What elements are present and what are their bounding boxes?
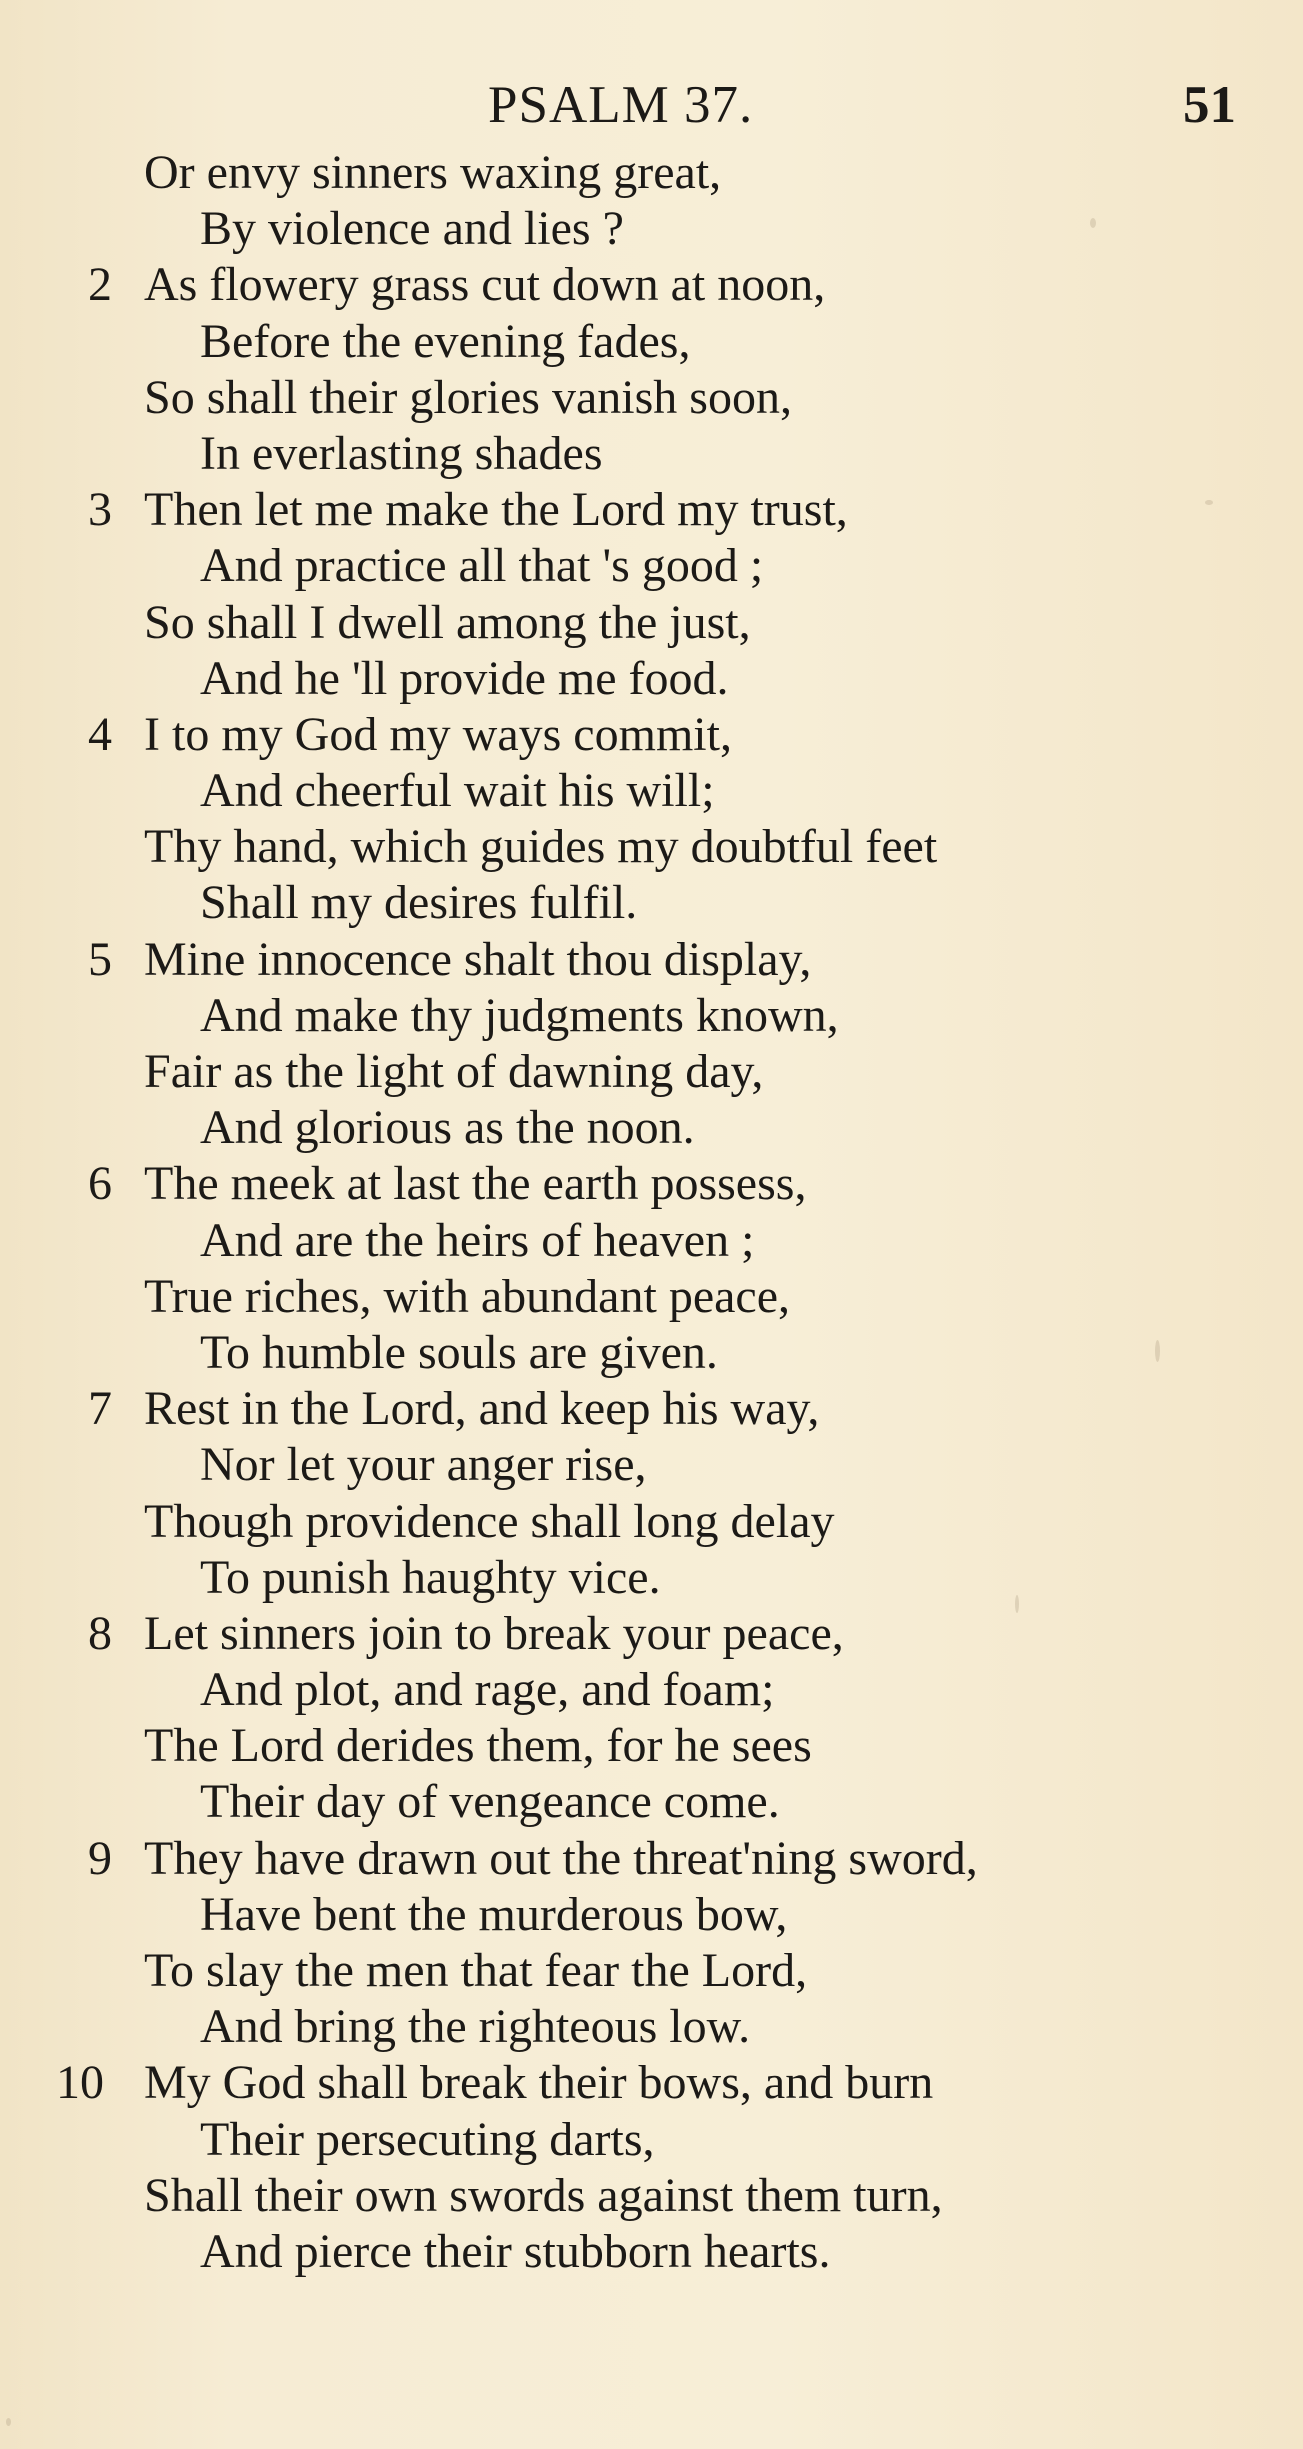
verse-line: [0, 1437, 1303, 1493]
scan-speck: [1205, 500, 1213, 505]
verse-line: [0, 1662, 1303, 1718]
verse-text: To punish haughty vice.: [200, 1550, 661, 1604]
stanza-number: 4: [88, 707, 112, 761]
verse-text: Their persecuting darts,: [200, 2112, 655, 2166]
verse-line: [0, 1100, 1303, 1156]
verse-text: To slay the men that fear the Lord,: [144, 1944, 808, 1997]
verse-line: [0, 2224, 1303, 2280]
verse-line: [0, 1494, 1303, 1550]
stanza-first-line: [0, 1606, 1303, 1662]
verse-text: And glorious as the noon.: [200, 1101, 695, 1155]
verse-text: Nor let your anger rise,: [200, 1438, 647, 1492]
stanza-first-line: [0, 482, 1303, 538]
verse-line: [0, 1943, 1303, 1999]
stanza-number: 8: [88, 1606, 112, 1660]
verse-text: Mine innocence shalt thou display,: [144, 932, 812, 986]
stanza-number: 2: [88, 258, 112, 312]
verse-text: Have bent the murderous bow,: [200, 1887, 788, 1941]
verse-line: [0, 314, 1303, 370]
verse-line: [0, 763, 1303, 819]
stanza-number: 6: [88, 1157, 112, 1211]
psalm-text: [0, 145, 1303, 2280]
verse-text: Shall their own swords against them turn,: [144, 2168, 943, 2222]
verse-text: Or envy sinners waxing great,: [144, 146, 722, 199]
verse-text: Before the evening fades,: [200, 314, 691, 368]
verse-line: [0, 1718, 1303, 1774]
verse-text: Then let me make the Lord my trust,: [144, 483, 848, 537]
verse-line: [0, 1325, 1303, 1381]
verse-line: [0, 875, 1303, 931]
verse-text: And cheerful wait his will;: [200, 764, 715, 818]
verse-line: [0, 426, 1303, 482]
stanza-first-line: [0, 932, 1303, 988]
stanza-first-line: [0, 1381, 1303, 1437]
verse-text: And pierce their stubborn hearts.: [200, 2224, 831, 2278]
verse-text: By violence and lies ?: [200, 202, 624, 256]
verse-text: Though providence shall long delay: [144, 1494, 835, 1548]
verse-text: Their day of vengeance come.: [200, 1775, 780, 1829]
stanza-number: 3: [88, 483, 112, 537]
stanza-first-line: [0, 2055, 1303, 2111]
verse-line: [0, 1213, 1303, 1269]
verse-line: [0, 2168, 1303, 2224]
running-title: PSALM 37.: [488, 76, 754, 134]
stanza-first-line: [0, 1156, 1303, 1212]
verse-text: Let sinners join to break your peace,: [144, 1606, 844, 1660]
scan-speck: [1155, 1340, 1160, 1362]
verse-line: [0, 1999, 1303, 2055]
verse-text: My God shall break their bows, and burn: [144, 2056, 934, 2110]
verse-text: And make thy judgments known,: [200, 988, 839, 1042]
stanza-number: 9: [88, 1831, 112, 1885]
verse-text: And practice all that 's good ;: [200, 539, 764, 593]
verse-line: [0, 1774, 1303, 1830]
verse-line: [0, 819, 1303, 875]
stanza-number: 5: [88, 932, 112, 986]
verse-line: [0, 1044, 1303, 1100]
verse-text: And plot, and rage, and foam;: [200, 1663, 775, 1717]
verse-text: The Lord derides them, for he sees: [144, 1719, 812, 1773]
verse-line: [0, 370, 1303, 426]
verse-text: So shall I dwell among the just,: [144, 595, 751, 649]
verse-text: Rest in the Lord, and keep his way,: [144, 1382, 820, 1436]
verse-text: The meek at last the earth possess,: [144, 1157, 807, 1211]
verse-text: To humble souls are given.: [200, 1325, 718, 1379]
verse-text: I to my God my ways commit,: [144, 707, 732, 761]
verse-text: In everlasting shades: [200, 426, 603, 480]
page-header: [0, 70, 1303, 140]
stanza-first-line: [0, 257, 1303, 313]
verse-text: And he 'll provide me food.: [200, 651, 729, 705]
verse-line: [0, 1550, 1303, 1606]
verse-line: [0, 201, 1303, 257]
scan-speck: [1090, 218, 1096, 228]
verse-text: Shall my desires fulfil.: [200, 876, 638, 930]
page-number: 51: [1183, 76, 1236, 134]
stanza-first-line: [0, 1831, 1303, 1887]
verse-line: [0, 538, 1303, 594]
verse-text: And are the heirs of heaven ;: [200, 1213, 755, 1267]
stanza-first-line: [0, 707, 1303, 763]
stanza-number: 10: [56, 2056, 104, 2110]
verse-text: Thy hand, which guides my doubtful feet: [144, 820, 938, 874]
verse-line: [0, 988, 1303, 1044]
verse-line: [0, 1269, 1303, 1325]
verse-text: They have drawn out the threat'ning sword,: [144, 1831, 978, 1885]
scan-speck: [6, 2418, 11, 2426]
verse-line: [0, 651, 1303, 707]
verse-text: And bring the righteous low.: [200, 2000, 751, 2054]
verse-line: [0, 145, 1303, 201]
verse-text: So shall their glories vanish soon,: [144, 370, 792, 424]
verse-text: As flowery grass cut down at noon,: [144, 258, 826, 312]
scan-speck: [1015, 1595, 1019, 1613]
verse-text: True riches, with abundant peace,: [144, 1269, 791, 1323]
stanza-number: 7: [88, 1382, 112, 1436]
verse-text: Fair as the light of dawning day,: [144, 1045, 764, 1098]
verse-line: [0, 1887, 1303, 1943]
verse-line: [0, 2112, 1303, 2168]
verse-line: [0, 595, 1303, 651]
